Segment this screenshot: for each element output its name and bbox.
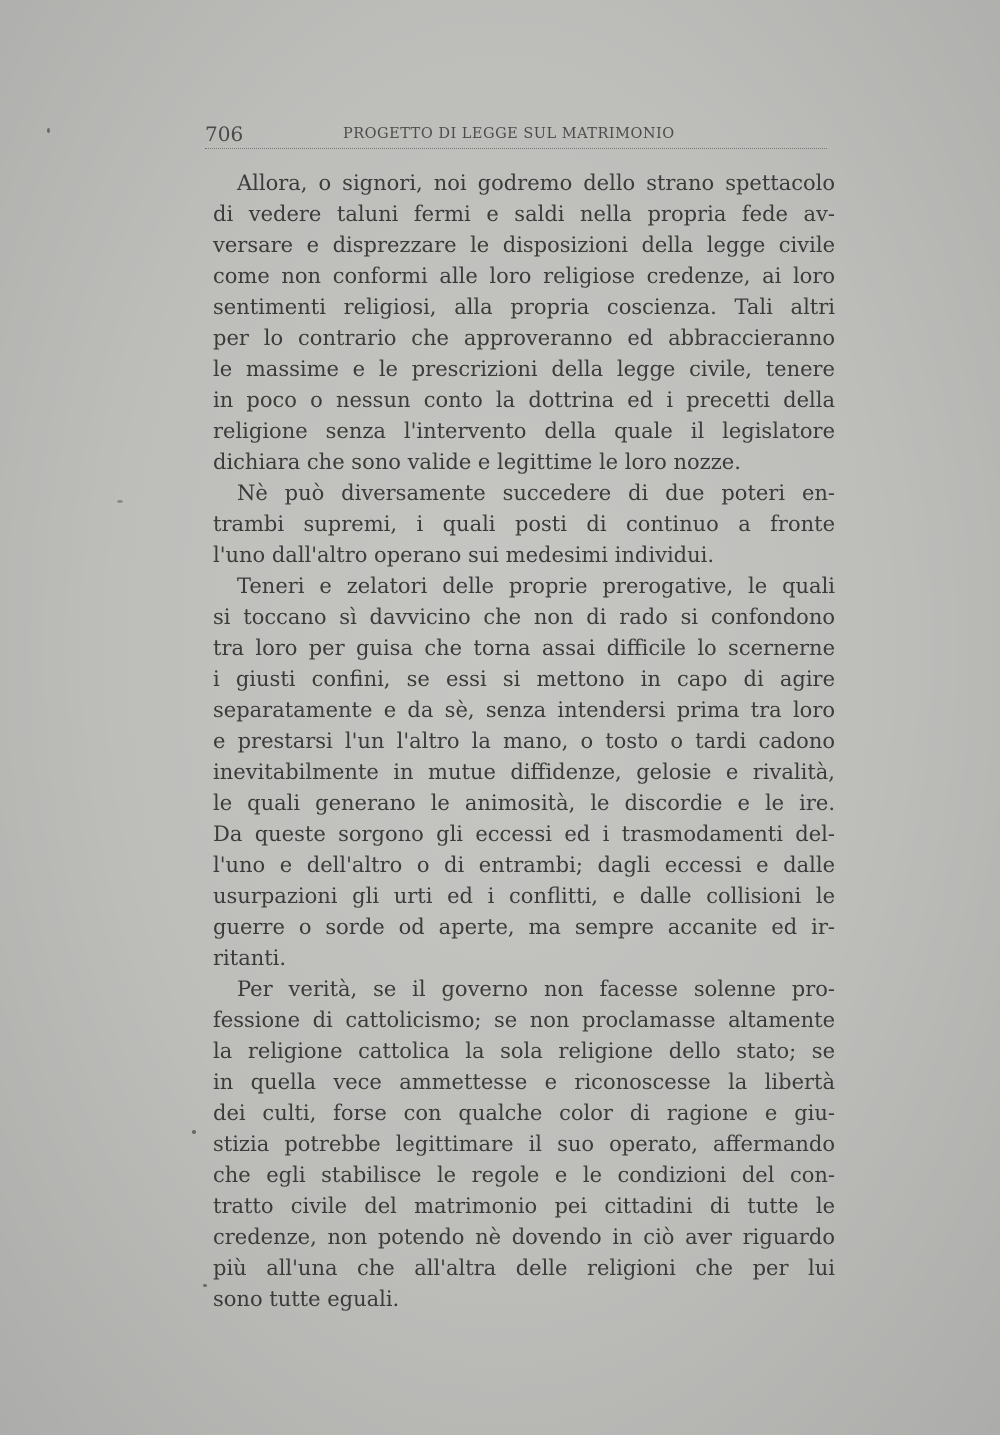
text-line: l'uno e dell'altro o di entrambi; dagli eccessi e dalle [213,853,835,877]
text-line: sono tutte eguali. [213,1287,400,1311]
text-line: che egli stabilisce le regole e le condizioni del con- [213,1163,835,1187]
header-rule [205,148,827,149]
text-line: i giusti confini, se essi si mettono in capo di agire [213,667,835,691]
scan-speck [192,1130,196,1134]
text-line: in quella vece ammettesse e riconoscesse la libertà [213,1070,835,1094]
scan-speck [203,1284,207,1287]
text-line: le quali generano le animosità, le discordie e le ire. [213,791,835,815]
paragraph [213,168,835,478]
text-line: tra loro per guisa che torna assai difficile lo scernerne [213,636,835,660]
scan-speck [47,128,50,133]
text-line: più all'una che all'altra delle religioni che per lui [213,1256,835,1280]
scan-speck [117,500,123,503]
text-line: religione senza l'intervento della quale il legislatore [213,419,835,443]
text-line: Per verità, se il governo non facesse solenne pro- [237,977,835,1001]
text-line: tratto civile del matrimonio pei cittadini di tutte le [213,1194,835,1218]
text-line: sentimenti religiosi, alla propria coscienza. Tali altri [213,295,835,319]
running-head: PROGETTO DI LEGGE SUL MATRIMONIO [343,126,675,142]
text-line: versare e disprezzare le disposizioni della legge civile [213,233,835,257]
page-header [205,122,830,148]
text-line: Nè può diversamente succedere di due poteri en- [237,481,835,505]
text-line: dichiara che sono valide e legittime le loro nozze. [213,450,741,474]
paragraph [213,571,835,974]
text-line: usurpazioni gli urti ed i conflitti, e dalle collisioni le [213,884,835,908]
text-line: dei culti, forse con qualche color di ragione e giu- [213,1101,835,1125]
text-line: credenze, non potendo nè dovendo in ciò aver riguardo [213,1225,835,1249]
text-line: si toccano sì davvicino che non di rado si confondono [213,605,835,629]
text-line: inevitabilmente in mutue diffidenze, gelosie e rivalità, [213,760,835,784]
text-line: ritanti. [213,946,287,970]
text-line: guerre o sorde od aperte, ma sempre accanite ed ir- [213,915,835,939]
text-line: separatamente e da sè, senza intendersi prima tra loro [213,698,835,722]
text-line: in poco o nessun conto la dottrina ed i precetti della [213,388,835,412]
text-line: come non conformi alle loro religiose credenze, ai loro [213,264,835,288]
text-line: di vedere taluni fermi e saldi nella propria fede av- [213,202,835,226]
text-line: trambi supremi, i quali posti di continuo a fronte [213,512,835,536]
text-line: Da queste sorgono gli eccessi ed i trasmodamenti del- [213,822,835,846]
text-line: Teneri e zelatori delle proprie prerogative, le quali [237,574,835,598]
body-text [213,168,835,1315]
text-line: la religione cattolica la sola religione dello stato; se [213,1039,835,1063]
text-line: l'uno dall'altro operano sui medesimi individui. [213,543,715,567]
text-line: per lo contrario che approveranno ed abbraccieranno [213,326,835,350]
text-line: le massime e le prescrizioni della legge civile, tenere [213,357,835,381]
text-line: Allora, o signori, noi godremo dello strano spettacolo [237,171,835,195]
text-line: e prestarsi l'un l'altro la mano, o tosto o tardi cadono [213,729,835,753]
text-line: fessione di cattolicismo; se non proclamasse altamente [213,1008,835,1032]
text-line: stizia potrebbe legittimare il suo operato, affermando [213,1132,835,1156]
page-number: 706 [205,122,244,146]
paragraph [213,974,835,1315]
paragraph [213,478,835,571]
